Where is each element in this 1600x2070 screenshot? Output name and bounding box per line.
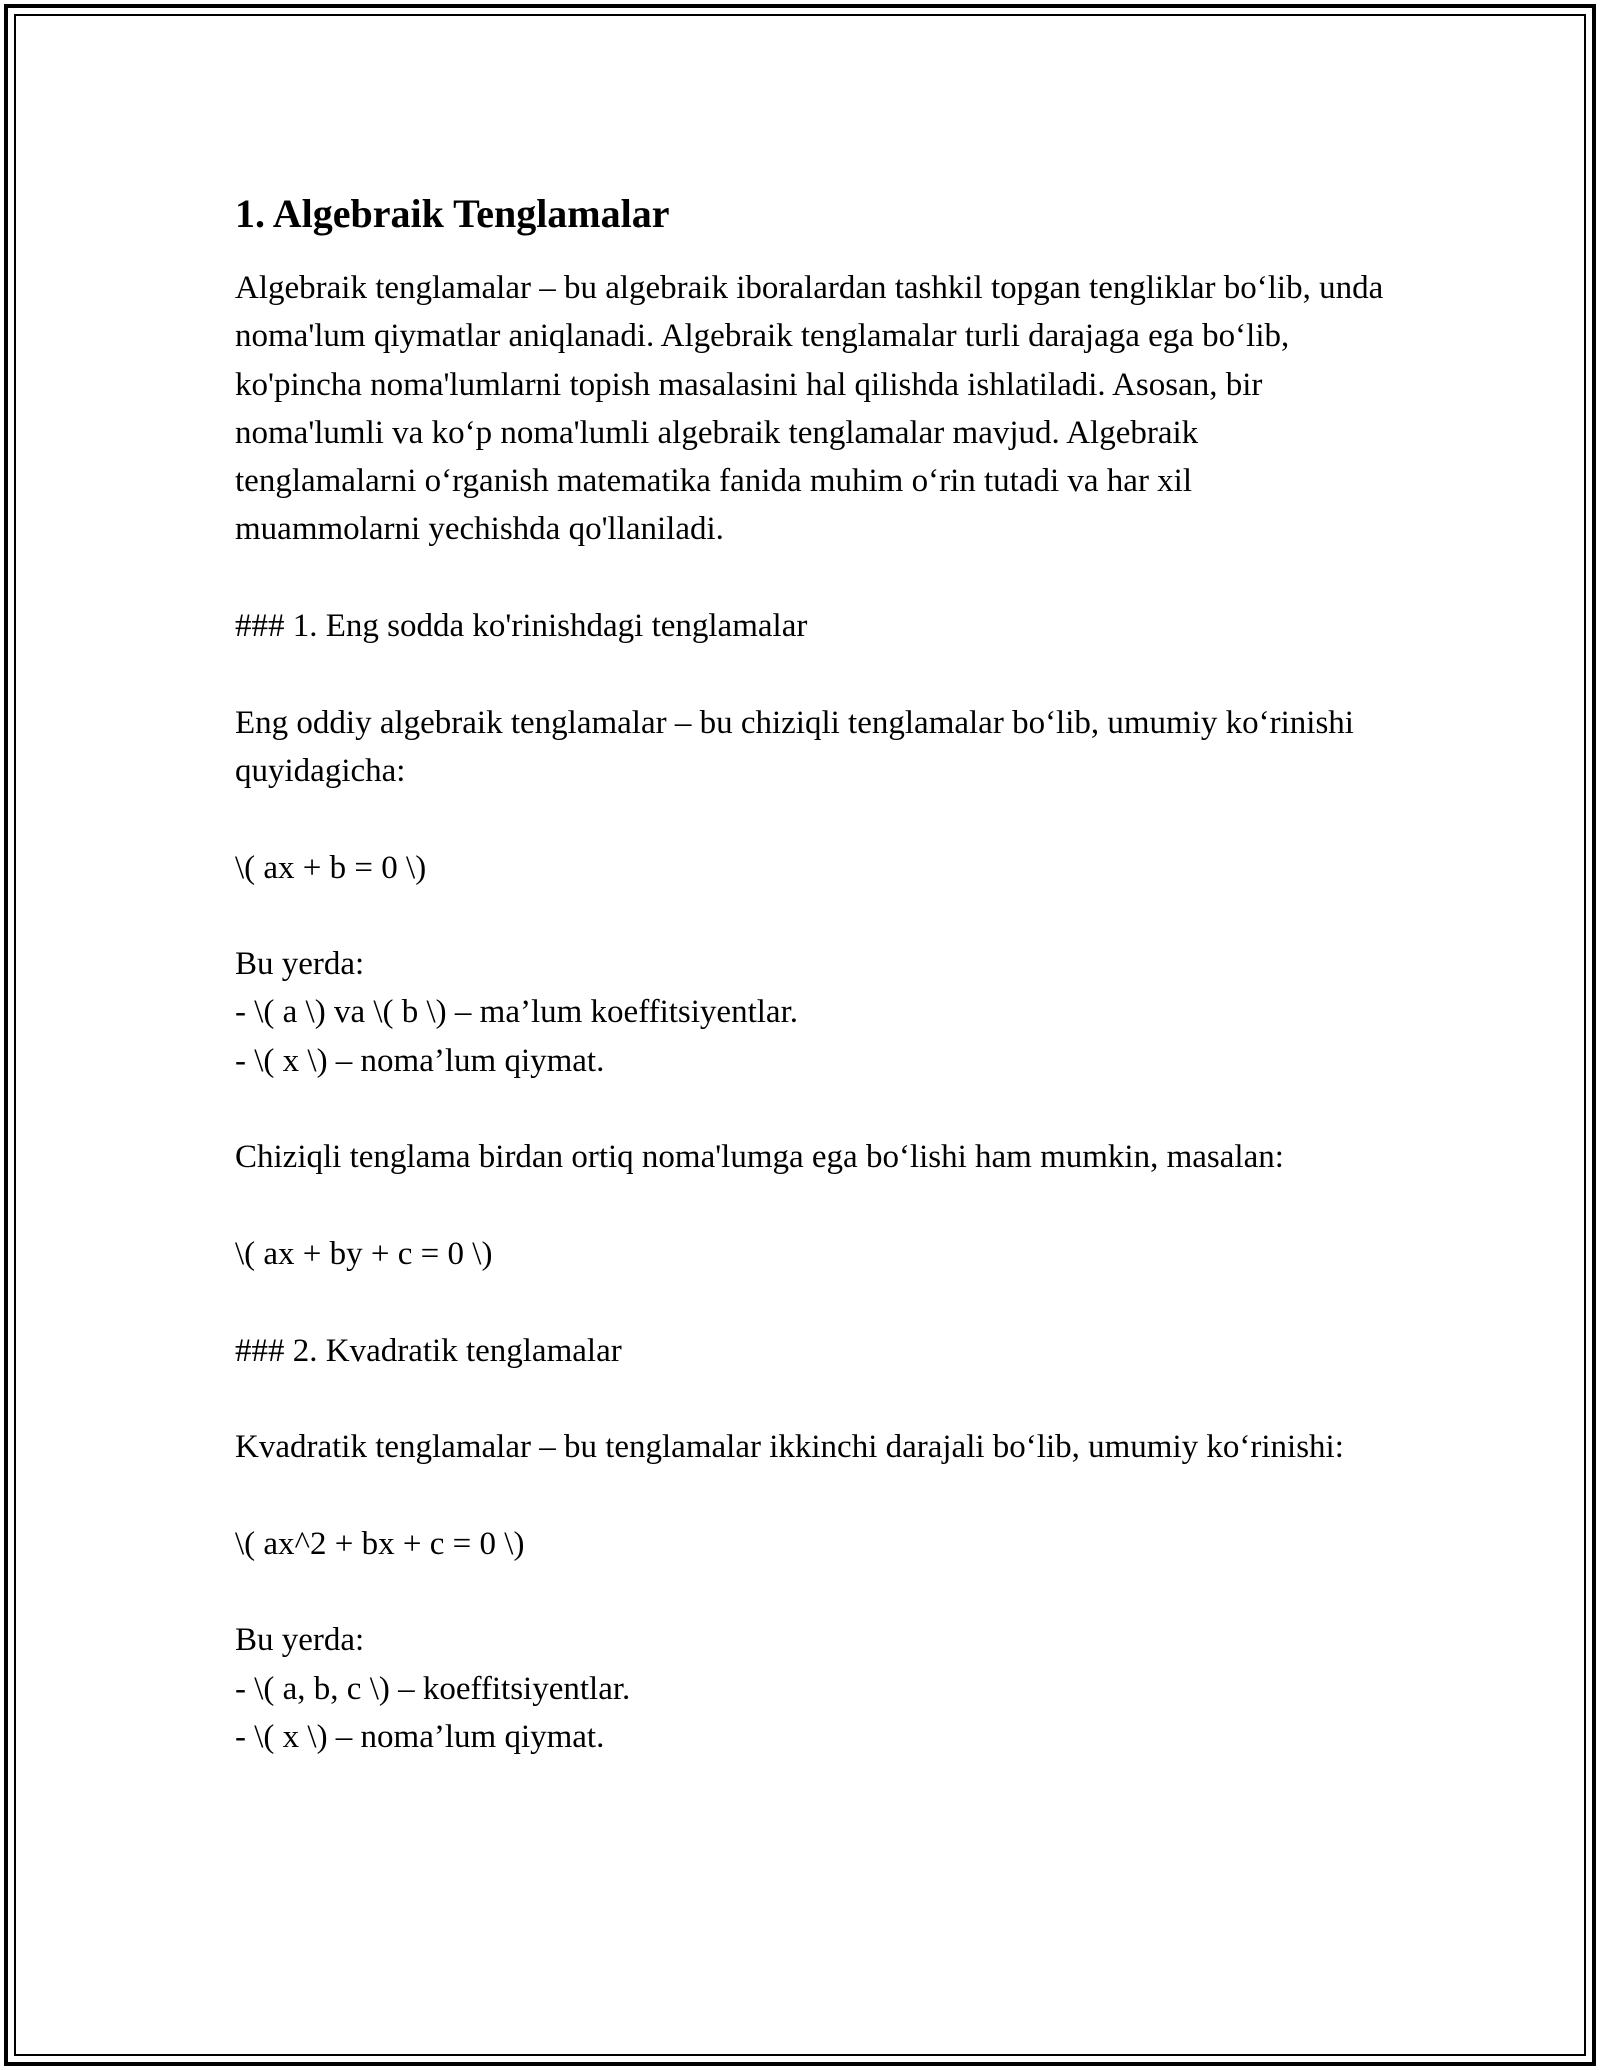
equation-linear: \( ax + b = 0 \)	[235, 849, 427, 886]
section-heading-linear: ### 1. Eng sodda ko'rinishdagi tenglamalar	[235, 608, 808, 645]
intro-paragraph: Algebraik tenglamalar – bu algebraik iboralardan tashkil topgan tengliklar bo‘lib, unda noma'lum qiymatlar aniqlanadi. Algebraik tenglamalar turli darajaga ega bo‘lib, ko'pincha noma'lumlarni topish masalasini hal qilishda ishlatiladi. Asosan, bir noma'lumli va ko‘p noma'lumli algebraik tenglamalar mavjud. Algebraik tenglamalarni o‘rganish matematika fanida muhim o‘rin tutadi va har xil muammolarni yechishda qo'llaniladi.	[235, 270, 1384, 548]
definitions-item: - \( a \) va \( b \) – ma’lum koeffitsiyentlar.	[235, 994, 798, 1031]
definitions-label: Bu yerda:	[235, 946, 365, 983]
definitions-item: - \( a, b, c \) – koeffitsiyentlar.	[235, 1670, 631, 1707]
paragraph-gap	[235, 1182, 1385, 1230]
paragraph-gap	[235, 650, 1385, 698]
paragraph-gap	[235, 1375, 1385, 1423]
paragraph-gap	[235, 795, 1385, 843]
equation-quadratic: \( ax^2 + bx + c = 0 \)	[235, 1525, 525, 1562]
paragraph-gap	[235, 554, 1385, 602]
paragraph-gap	[235, 1471, 1385, 1519]
definitions-item: - \( x \) – noma’lum qiymat.	[235, 1718, 605, 1755]
definitions-label: Bu yerda:	[235, 1622, 365, 1659]
paragraph-gap	[235, 1568, 1385, 1616]
definitions-item: - \( x \) – noma’lum qiymat.	[235, 1042, 605, 1079]
quadratic-description: Kvadratik tenglamalar – bu tenglamalar ikkinchi darajali bo‘lib, umumiy ko‘rinishi:	[235, 1429, 1344, 1466]
paragraph-gap	[235, 1085, 1385, 1133]
equation-linear-two-vars: \( ax + by + c = 0 \)	[235, 1235, 493, 1272]
paragraph-gap	[235, 892, 1385, 940]
multi-variable-note: Chiziqli tenglama birdan ortiq noma'lumga ega bo‘lishi ham mumkin, masalan:	[235, 1139, 1284, 1176]
linear-description: Eng oddiy algebraik tenglamalar – bu chiziqli tenglamalar bo‘lib, umumiy ko‘rinishi quyidagicha:	[235, 704, 1354, 789]
document-body	[235, 186, 1385, 1761]
paragraph-gap	[235, 1278, 1385, 1326]
document-title: 1. Algebraik Tenglamalar	[235, 191, 670, 236]
section-heading-quadratic: ### 2. Kvadratik tenglamalar	[235, 1332, 622, 1369]
